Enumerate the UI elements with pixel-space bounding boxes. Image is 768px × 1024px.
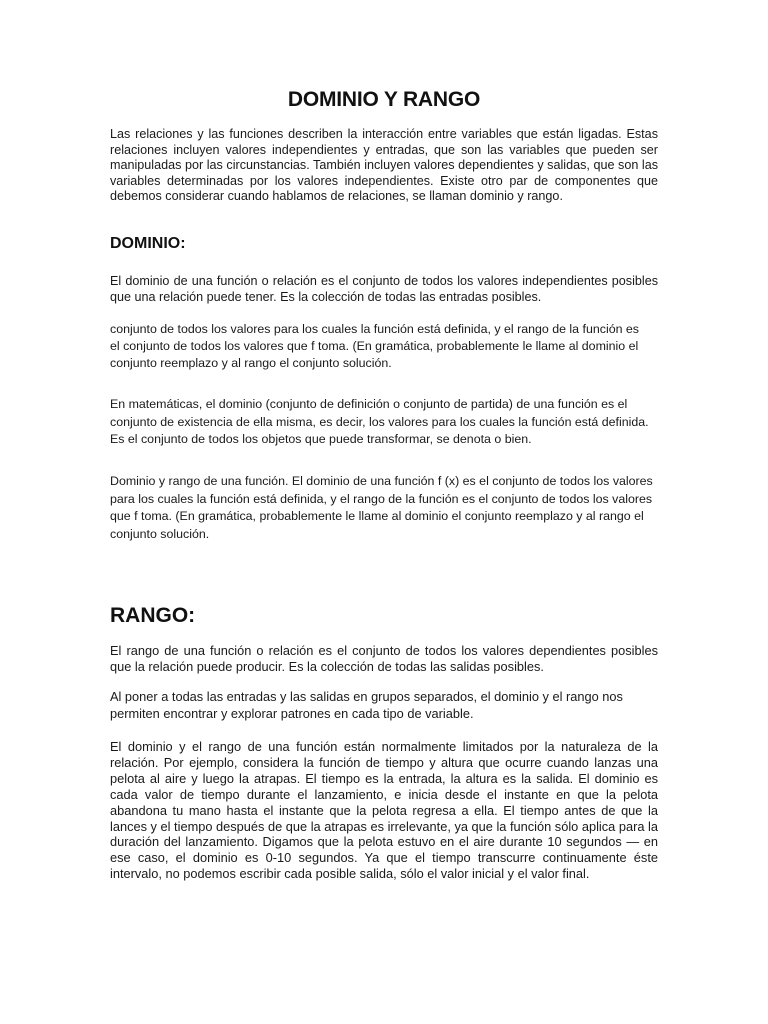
rango-paragraph-1: El rango de una función o relación es el conjunto de todos los valores dependientes posibles que la relación puede producir. Es la colección de todas las salidas posibles.	[110, 643, 658, 674]
rango-heading: RANGO:	[110, 604, 196, 627]
dominio-paragraph-1-continued: conjunto de todos los valores para los cuales la función está definida, y el rango de la función es el conjunto de todos los valores que f toma. (En gramática, probablemente le llame al dominio el conjunto reemplazo y al rango el conjunto solución.	[110, 322, 640, 370]
dominio-paragraph-2: En matemáticas, el dominio (conjunto de definición o conjunto de partida) de una función es el conjunto de existencia de ella misma, es decir, los valores para los cuales la función está definida. Es el conjunto de todos los objetos que puede transformar, se denota o bien.	[110, 397, 649, 446]
rango-paragraph-3: El dominio y el rango de una función están normalmente limitados por la naturaleza de la relación. Por ejemplo, considera la función de tiempo y altura que ocurre cuando lanzas una pelota al aire y luego la atrapas. El tiempo es la entrada, la altura es la salida. El dominio es cada valor de tiempo durante el lanzamiento, e inicia desde el instante en que la pelota abandona tu mano hasta el instante que la pelota regresa a ella. El tiempo antes de que la lances y el tiempo después de que la atrapas es irrelevante, ya que la función sólo aplica para la duración del lanzamiento. Digamos que la pelota estuvo en el aire durante 10 segundos — en ese caso, el dominio es 0-10 segundos. Ya que el tiempo transcurre continuamente éste intervalo, no podemos escribir cada posible salida, sólo el valor inicial y el valor final.	[110, 739, 658, 882]
rango-paragraph-2: Al poner a todas las entradas y las salidas en grupos separados, el dominio y el rango nos permiten encontrar y explorar patrones en cada tipo de variable.	[110, 689, 623, 721]
dominio-paragraph-1: El dominio de una función o relación es el conjunto de todos los valores independientes posibles que una relación puede tener. Es la colección de todas las entradas posibles.	[110, 274, 658, 304]
dominio-heading: DOMINIO:	[110, 235, 186, 252]
intro-paragraph: Las relaciones y las funciones describen la interacción entre variables que están ligadas. Estas relaciones incluyen valores independientes y entradas, que son las variables que pueden ser manipuladas por las circunstancias. También incluyen valores dependientes y salidas, que son las variables determinadas por los valores independientes. Existe otro par de componentes que debemos considerar cuando hablamos de relaciones, se llaman dominio y rango.	[110, 127, 658, 204]
dominio-paragraph-3: Dominio y rango de una función. El dominio de una función f (x) es el conjunto de todos los valores para los cuales la función está definida, y el rango de la función es el conjunto de todos los valores que f toma. (En gramática, probablemente le llame al dominio el conjunto reemplazo y al rango el conjunto solución.	[110, 474, 653, 541]
document-title: DOMINIO Y RANGO	[287, 88, 481, 111]
